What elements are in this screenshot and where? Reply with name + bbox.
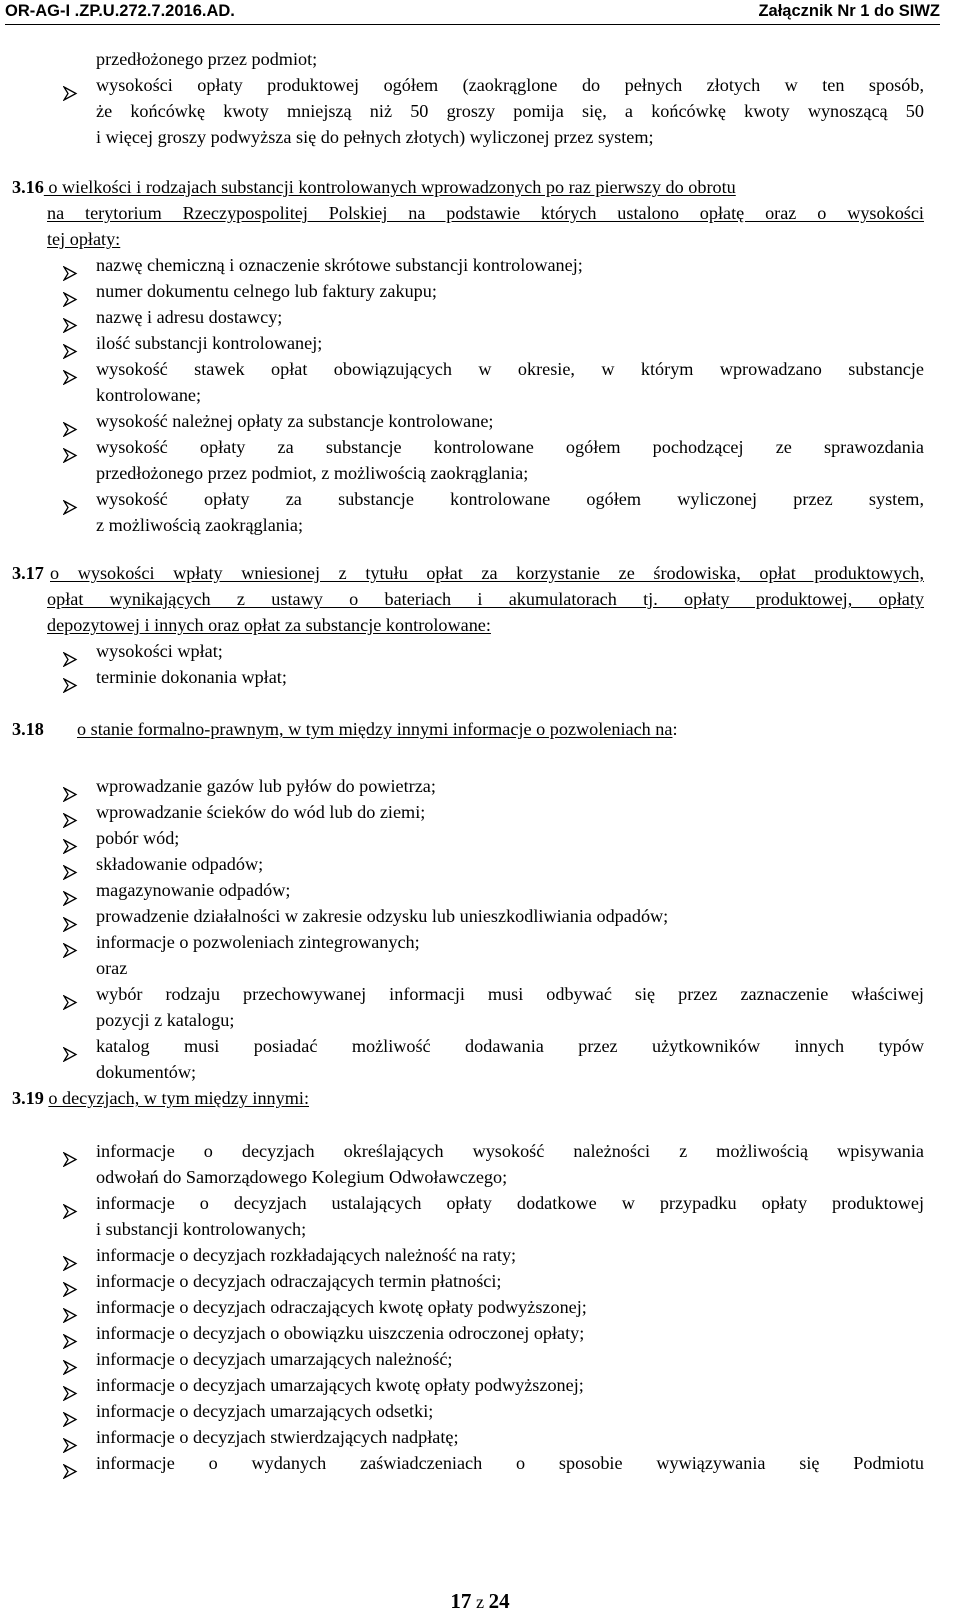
section-number: 3.17 <box>12 563 44 583</box>
section-3-19-heading <box>12 1087 309 1109</box>
text-line: że końcówkę kwoty mniejszą niż 50 groszy pomija się, a końcówkę kwoty wynoszącą 50 <box>96 101 924 121</box>
arrow-bullet-icon <box>63 366 83 388</box>
list-item: wybór rodzaju przechowywanej informacji musi odbywać się przez zaznaczenie właściwej <box>96 984 924 1004</box>
arrow-bullet-icon <box>63 418 83 440</box>
header-rule <box>5 24 940 25</box>
arrow-bullet-icon <box>63 444 83 466</box>
arrow-bullet-icon <box>63 648 83 670</box>
arrow-bullet-icon <box>63 991 83 1013</box>
list-item: wysokość stawek opłat obowiązujących w okresie, w którym wprowadzano substancje <box>96 359 924 379</box>
arrow-bullet-icon <box>63 1460 83 1482</box>
list-item: informacje o decyzjach umarzających odsetki; <box>96 1401 434 1421</box>
section-number: 3.19 <box>12 1088 44 1108</box>
list-item: wysokość należnej opłaty za substancje kontrolowane; <box>96 411 494 431</box>
section-title-text: o stanie formalno-prawnym, w tym między innymi informacje o pozwoleniach na <box>77 719 673 739</box>
arrow-bullet-icon <box>63 1356 83 1378</box>
section-number: 3.16 <box>12 177 44 197</box>
arrow-bullet-icon <box>63 1304 83 1326</box>
arrow-bullet-icon <box>63 835 83 857</box>
list-item: składowanie odpadów; <box>96 854 264 874</box>
arrow-bullet-icon <box>63 1434 83 1456</box>
page-separator: z <box>475 1592 485 1612</box>
section-title: o decyzjach, w tym między innymi: <box>48 1088 309 1108</box>
arrow-bullet-icon <box>63 82 83 104</box>
section-title-line: depozytowej i innych oraz opłat za substancje kontrolowane: <box>47 615 491 635</box>
text-line: przedłożonego przez podmiot; <box>96 49 318 69</box>
list-item: wysokość opłaty za substancje kontrolowane ogółem wyliczonej przez system, <box>96 489 924 509</box>
arrow-bullet-icon <box>63 1408 83 1430</box>
text-line: i więcej groszy podwyższa się do pełnych złotych) wyliczonej przez system; <box>96 127 654 147</box>
list-item: informacje o wydanych zaświadczeniach o sposobie wywiązywania się Podmiotu <box>96 1453 924 1473</box>
arrow-bullet-icon <box>63 783 83 805</box>
list-item: informacje o decyzjach określających wysokość należności z możliwością wpisywania <box>96 1141 924 1161</box>
list-item: wprowadzanie ścieków do wód lub do ziemi; <box>96 802 426 822</box>
section-title: o wielkości i rodzajach substancji kontrolowanych wprowadzonych po raz pierwszy do obrotu <box>43 177 736 197</box>
arrow-bullet-icon <box>63 1043 83 1065</box>
page-number <box>0 1589 960 1614</box>
section-number: 3.18 <box>12 719 44 739</box>
list-item: katalog musi posiadać możliwość dodawania przez użytkowników innych typów <box>96 1036 924 1056</box>
arrow-bullet-icon <box>63 939 83 961</box>
list-item-cont: odwołań do Samorządowego Kolegium Odwoławczego; <box>96 1167 508 1187</box>
arrow-bullet-icon <box>63 496 83 518</box>
arrow-bullet-icon <box>63 1148 83 1170</box>
list-item: pobór wód; <box>96 828 180 848</box>
list-item: wysokości wpłat; <box>96 641 223 661</box>
arrow-bullet-icon <box>63 887 83 909</box>
arrow-bullet-icon <box>63 1330 83 1352</box>
list-item: numer dokumentu celnego lub faktury zakupu; <box>96 281 437 301</box>
arrow-bullet-icon <box>63 1278 83 1300</box>
list-item: informacje o decyzjach o obowiązku uiszczenia odroczonej opłaty; <box>96 1323 585 1343</box>
total-pages: 24 <box>488 1589 510 1613</box>
list-item: prowadzenie działalności w zakresie odzysku lub unieszkodliwiania odpadów; <box>96 906 669 926</box>
list-item: magazynowanie odpadów; <box>96 880 291 900</box>
arrow-bullet-icon <box>63 809 83 831</box>
section-3-16-heading <box>12 176 924 198</box>
list-item: informacje o decyzjach stwierdzających nadpłatę; <box>96 1427 459 1447</box>
conjunction-text: oraz <box>96 958 128 978</box>
attachment-label: Załącznik Nr 1 do SIWZ <box>758 2 940 20</box>
section-title <box>77 718 678 740</box>
section-title-colon: : <box>672 719 678 739</box>
section-title: o wysokości wpłaty wniesionej z tytułu opłat za korzystanie ze środowiska, opłat produktowych, <box>50 563 924 583</box>
list-item: informacje o decyzjach umarzających należność; <box>96 1349 453 1369</box>
arrow-bullet-icon <box>63 1382 83 1404</box>
section-3-17-heading <box>12 562 924 584</box>
list-item: informacje o pozwoleniach zintegrowanych; <box>96 932 420 952</box>
list-item-cont: kontrolowane; <box>96 385 202 405</box>
list-item: wysokości opłaty produktowej ogółem (zaokrąglone do pełnych złotych w ten sposób, <box>96 75 924 95</box>
list-item: wprowadzanie gazów lub pyłów do powietrza; <box>96 776 436 796</box>
arrow-bullet-icon <box>63 861 83 883</box>
arrow-bullet-icon <box>63 913 83 935</box>
current-page: 17 <box>450 1589 472 1613</box>
arrow-bullet-icon <box>63 288 83 310</box>
arrow-bullet-icon <box>63 1252 83 1274</box>
section-title-line: tej opłaty: <box>47 229 121 249</box>
list-item-cont: dokumentów; <box>96 1062 197 1082</box>
list-item-cont: przedłożonego przez podmiot, z możliwością zaokrąglania; <box>96 463 529 483</box>
arrow-bullet-icon <box>63 1200 83 1222</box>
arrow-bullet-icon <box>63 340 83 362</box>
arrow-bullet-icon <box>63 314 83 336</box>
section-3-18-heading <box>12 718 44 740</box>
list-item: ilość substancji kontrolowanej; <box>96 333 323 353</box>
list-item: informacje o decyzjach odraczających kwotę opłaty podwyższonej; <box>96 1297 587 1317</box>
list-item: wysokość opłaty za substancje kontrolowane ogółem pochodzącej ze sprawozdania <box>96 437 924 457</box>
list-item: nazwę chemiczną i oznaczenie skrótowe substancji kontrolowanej; <box>96 255 583 275</box>
list-item: informacje o decyzjach odraczających termin płatności; <box>96 1271 502 1291</box>
arrow-bullet-icon <box>63 674 83 696</box>
document-reference: OR-AG-I .ZP.U.272.7.2016.AD. <box>5 2 235 20</box>
list-item-cont: pozycji z katalogu; <box>96 1010 235 1030</box>
list-item: informacje o decyzjach ustalających opłaty dodatkowe w przypadku opłaty produktowej <box>96 1193 924 1213</box>
list-item-cont: z możliwością zaokrąglania; <box>96 515 304 535</box>
list-item: nazwę i adresu dostawcy; <box>96 307 283 327</box>
list-item: informacje o decyzjach umarzających kwotę opłaty podwyższonej; <box>96 1375 584 1395</box>
list-item: terminie dokonania wpłat; <box>96 667 287 687</box>
page-header <box>0 0 960 28</box>
arrow-bullet-icon <box>63 262 83 284</box>
list-item: informacje o decyzjach rozkładających należność na raty; <box>96 1245 517 1265</box>
section-title-line: na terytorium Rzeczypospolitej Polskiej na podstawie których ustalono opłatę oraz o wysokości <box>47 203 924 223</box>
list-item-cont: i substancji kontrolowanych; <box>96 1219 307 1239</box>
section-title-line: opłat wynikających z ustawy o bateriach i akumulatorach tj. opłaty produktowej, opłaty <box>47 589 924 609</box>
